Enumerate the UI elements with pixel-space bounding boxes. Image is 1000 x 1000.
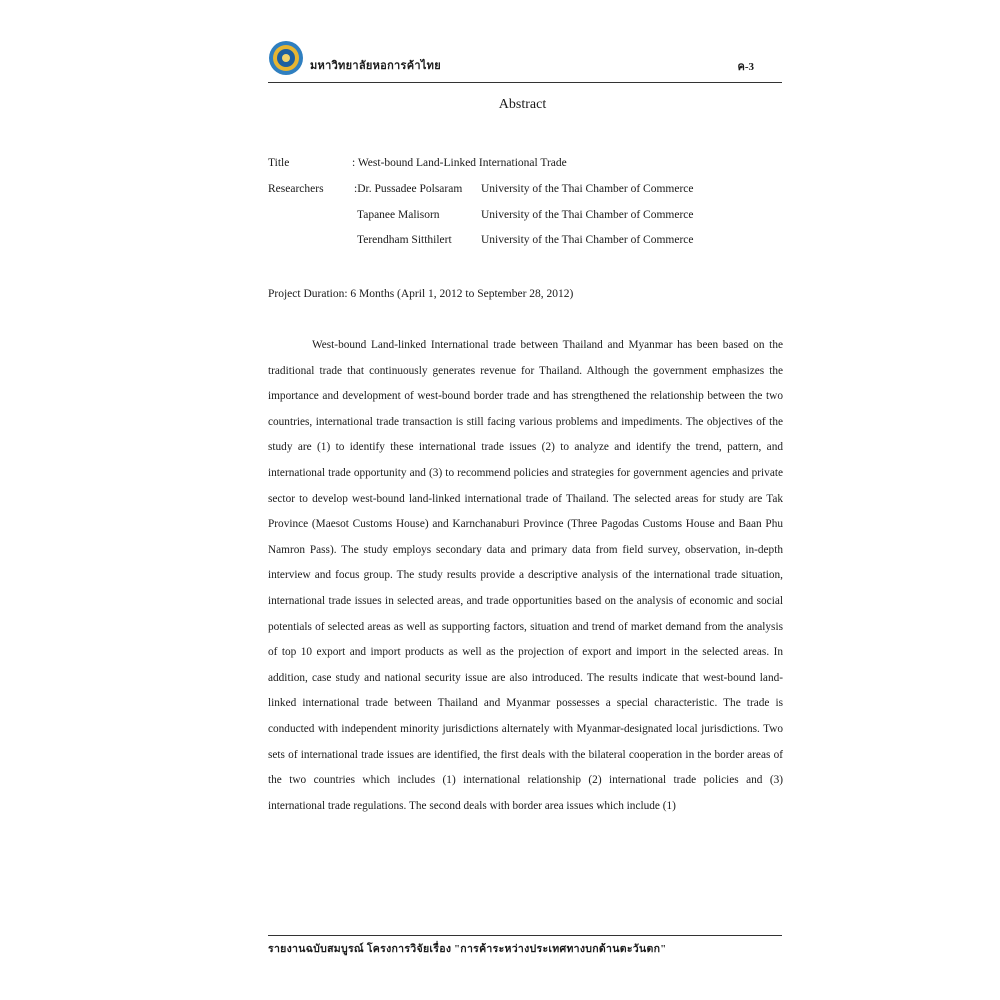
page-footer: รายงานฉบับสมบูรณ์ โครงการวิจัยเรื่อง "การค้าระหว่างประเทศทางบกด้านตะวันตก" bbox=[268, 944, 667, 955]
researcher-name: :Dr. Pussadee Polsaram bbox=[354, 183, 463, 195]
page-number: ค-3 bbox=[737, 61, 754, 73]
researcher-affiliation: University of the Thai Chamber of Commerce bbox=[481, 183, 694, 195]
title-value: : West-bound Land-Linked International Trade bbox=[352, 157, 567, 169]
abstract-heading: Abstract bbox=[498, 97, 547, 112]
researcher-name: Terendham Sitthilert bbox=[357, 234, 452, 246]
abstract-body: West-bound Land-linked International trade between Thailand and Myanmar has been based on the traditional trade that continuously generates revenue for Thailand. Although the government emphasizes the importance and development of west-bound border trade and has strengthened the relationship between the two countries, international trade transaction is still facing various problems and impediments. The objectives of the study are (1) to identify these international trade issues (2) to analyze and identify the trend, pattern, and international trade opportunity and (3) to recommend policies and strategies for government agencies and private sector to develop west-bound land-linked international trade of Thailand. The selected areas for study are Tak Province (Maesot Customs House) and Karnchanaburi Province (Three Pagodas Customs House and Baan Phu Namron Pass). The study employs secondary data and primary data from field survey, observation, in-depth interview and focus group. The study results provide a descriptive analysis of the international trade situation, international trade issues in selected areas, and trade opportunities based on the analysis of economic and social potentials of selected areas as well as supporting factors, situation and trend of market demand from the analysis of top 10 export and import products as well as the projection of export and import in the selected areas. In addition, case study and national security issue are also introduced. The results indicate that west-bound land-linked international trade between Thailand and Myanmar possesses a special characteristic. The trade is conducted with independent minority jurisdictions alternately with Myanmar-designated local jurisdictions. Two sets of international trade issues are identified, the first deals with the bilateral cooperation in the border areas of the two countries which includes (1) international relationship (2) international trade policies and (3) international trade regulations. The second deals with border area issues which include (1) bbox=[268, 339, 783, 812]
project-duration: Project Duration: 6 Months (April 1, 2012 to September 28, 2012) bbox=[268, 288, 574, 300]
university-seal-icon bbox=[268, 40, 304, 76]
page-header bbox=[268, 40, 782, 80]
header-organization: มหาวิทยาลัยหอการค้าไทย bbox=[310, 60, 441, 72]
header-divider bbox=[268, 82, 782, 83]
title-label: Title bbox=[268, 157, 290, 169]
researchers-label: Researchers bbox=[268, 183, 324, 195]
footer-divider bbox=[268, 935, 782, 936]
researcher-affiliation: University of the Thai Chamber of Commerce bbox=[481, 234, 694, 246]
researcher-affiliation: University of the Thai Chamber of Commerce bbox=[481, 209, 694, 221]
researcher-name: Tapanee Malisorn bbox=[357, 209, 440, 221]
